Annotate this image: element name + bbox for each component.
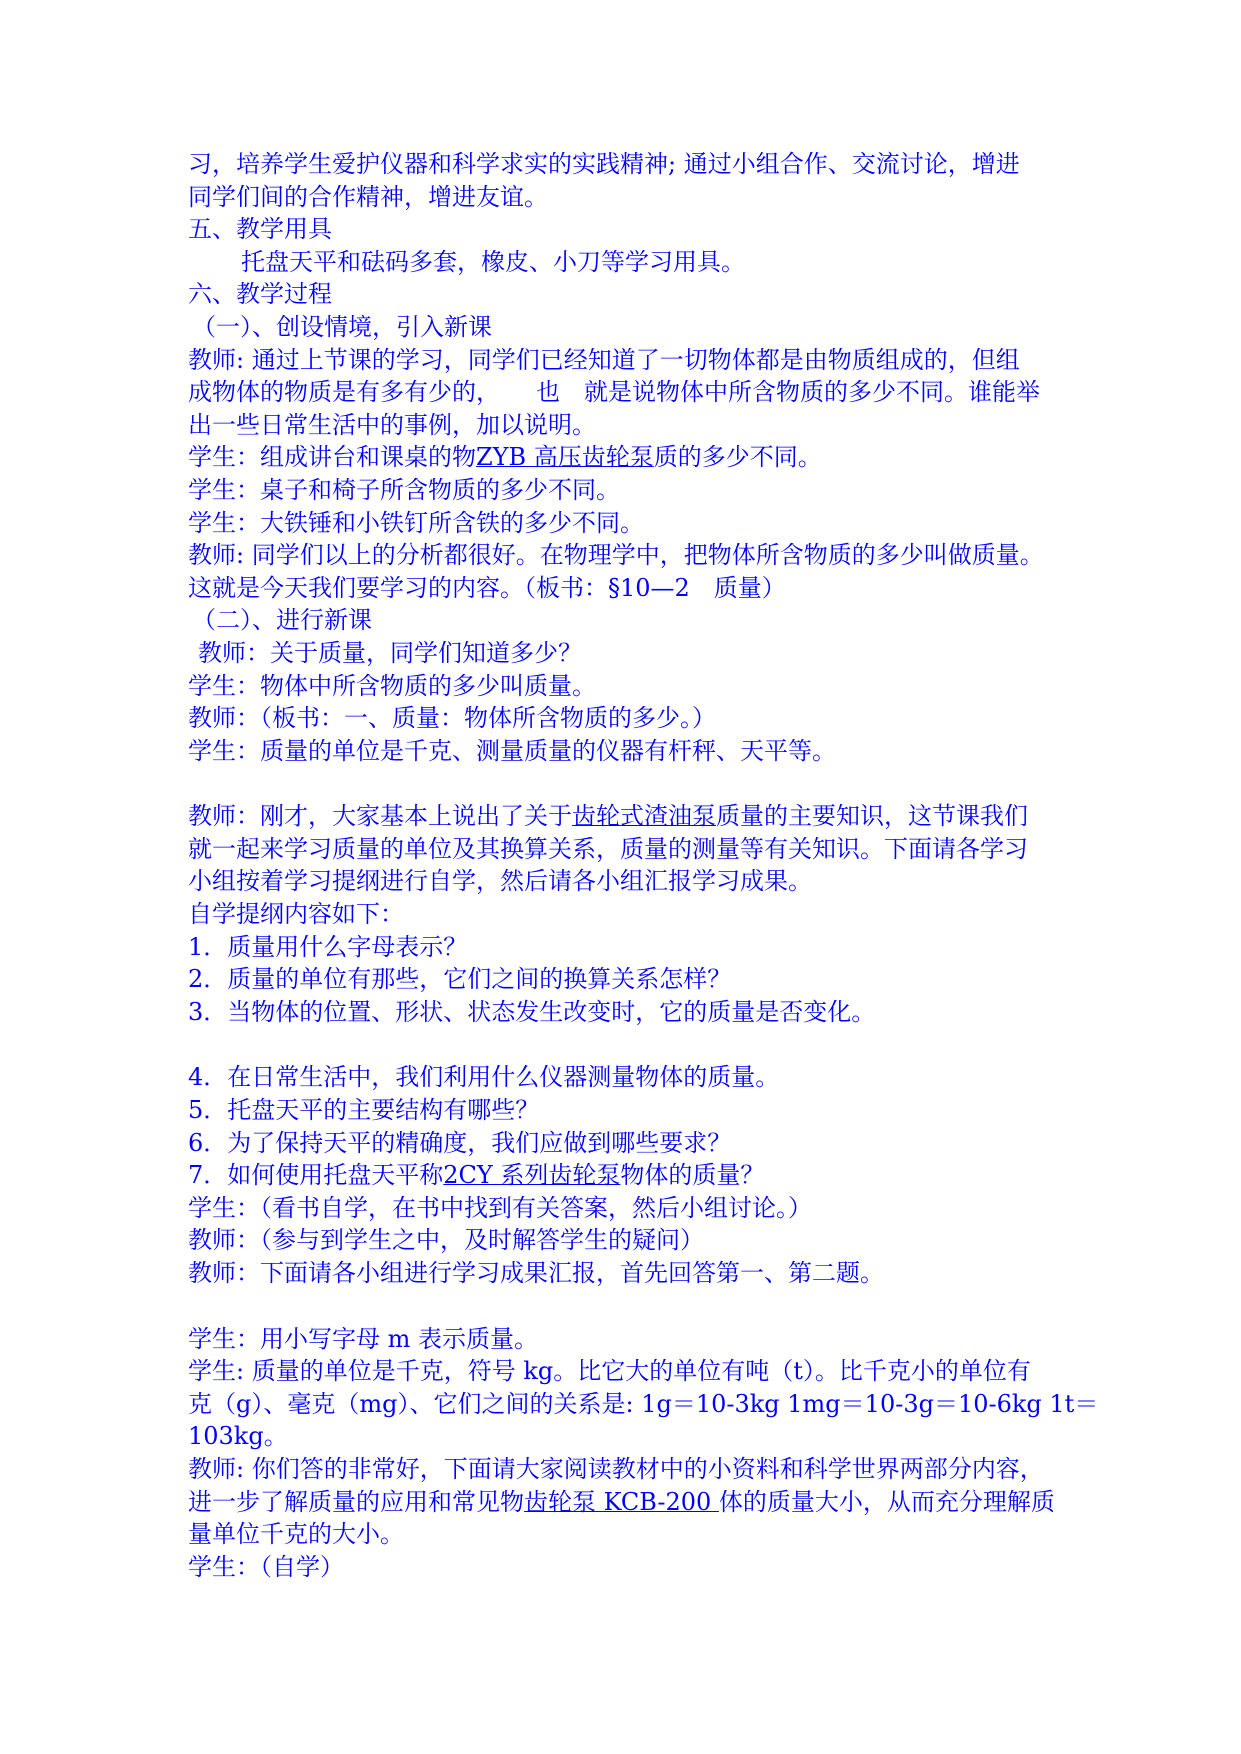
blank-line bbox=[188, 1290, 1068, 1323]
subsection-heading: （二）、进行新课 bbox=[192, 606, 372, 635]
section-heading: 六、教学过程 bbox=[188, 280, 332, 309]
text-line: 教师: 通过上节课的学习，同学们已经知道了一切物体都是由物质组成的，但组 bbox=[188, 345, 1020, 374]
text-line: 教师：刚才，大家基本上说出了关于齿轮式渣油泵质量的主要知识，这节课我们 bbox=[188, 802, 1028, 831]
text-line: 学生：质量的单位是千克、测量质量的仪器有杆秤、天平等。 bbox=[188, 736, 836, 765]
text-line: 学生：物体中所含物质的多少叫质量。 bbox=[188, 671, 596, 700]
document-body bbox=[188, 148, 1099, 1583]
list-item: 1．质量用什么字母表示？ bbox=[188, 932, 468, 961]
list-item: 5．托盘天平的主要结构有哪些？ bbox=[188, 1096, 540, 1125]
text-line: 教师：关于质量，同学们知道多少？ bbox=[198, 638, 582, 667]
text-line: 教师：（板书：一、质量：物体所含物质的多少。） bbox=[188, 704, 716, 733]
blank-line bbox=[188, 1028, 1068, 1061]
text-line: 同学们间的合作精神，增进友谊。 bbox=[188, 182, 548, 211]
text-line: 教师: 同学们以上的分析都很好。在物理学中，把物体所含物质的多少叫做质量。 bbox=[188, 541, 1044, 570]
list-item: 4．在日常生活中，我们利用什么仪器测量物体的质量。 bbox=[188, 1063, 780, 1092]
text-line: 就一起来学习质量的单位及其换算关系，质量的测量等有关知识。下面请各学习 bbox=[188, 834, 1028, 863]
list-item: 7．如何使用托盘天平称2CY 系列齿轮泵物体的质量？ bbox=[188, 1161, 765, 1190]
list-item: 6．为了保持天平的精确度，我们应做到哪些要求？ bbox=[188, 1128, 732, 1157]
text-line: 学生：大铁锤和小铁钉所含铁的多少不同。 bbox=[188, 508, 644, 537]
text-line: 学生：组成讲台和课桌的物ZYB 高压齿轮泵质的多少不同。 bbox=[188, 443, 822, 472]
subsection-heading: （一）、创设情境，引入新课 bbox=[192, 312, 492, 341]
text-line: 教师：下面请各小组进行学习成果汇报，首先回答第一、第二题。 bbox=[188, 1259, 884, 1287]
inline-link[interactable]: ZYB 高压齿轮泵 bbox=[476, 443, 654, 472]
inline-link[interactable]: 齿轮泵 KCB-200 bbox=[524, 1487, 719, 1516]
text-line: 学生: 质量的单位是千克，符号 kg。比它大的单位有吨（t）。比千克小的单位有 bbox=[188, 1357, 1031, 1386]
inline-link[interactable]: 齿轮式渣油泵 bbox=[572, 802, 716, 831]
text-line: 这就是今天我们要学习的内容。（板书：§10—2 质量） bbox=[188, 573, 786, 602]
text-line: 出一些日常生活中的事例，加以说明。 bbox=[188, 410, 596, 439]
text-line: 量单位千克的大小。 bbox=[188, 1520, 404, 1549]
blank-line bbox=[188, 767, 1068, 800]
text-line: 学生：（自学） bbox=[188, 1552, 344, 1581]
text-line: 成物体的物质是有多有少的， 也 就是说物体中所含物质的多少不同。谁能举 bbox=[188, 378, 1040, 407]
text-line: 托盘天平和砝码多套，橡皮、小刀等学习用具。 bbox=[241, 247, 745, 276]
text-line: 克（g）、毫克（mg）、它们之间的关系是: 1g＝10-3kg 1mg＝10-3g＝10-6kg 1t＝ bbox=[188, 1389, 1099, 1418]
text-line: 习，培养学生爱护仪器和科学求实的实践精神; 通过小组合作、交流讨论，增进 bbox=[188, 150, 1020, 178]
inline-link[interactable]: 2CY 系列齿轮泵 bbox=[443, 1161, 621, 1190]
list-item: 3．当物体的位置、形状、状态发生改变时，它的质量是否变化。 bbox=[188, 997, 876, 1026]
section-heading: 五、教学用具 bbox=[188, 215, 332, 244]
list-item: 2．质量的单位有那些，它们之间的换算关系怎样？ bbox=[188, 965, 732, 994]
text-line: 学生：用小写字母 m 表示质量。 bbox=[188, 1324, 539, 1353]
text-line: 进一步了解质量的应用和常见物齿轮泵 KCB-200 体的质量大小，从而充分理解质 bbox=[188, 1487, 1055, 1516]
text-line: 学生：（看书自学，在书中找到有关答案，然后小组讨论。） bbox=[188, 1193, 812, 1222]
text-line: 103kg。 bbox=[188, 1422, 288, 1451]
text-line: 学生：桌子和椅子所含物质的多少不同。 bbox=[188, 475, 620, 504]
text-line: 小组按着学习提纲进行自学，然后请各小组汇报学习成果。 bbox=[188, 867, 812, 896]
text-line: 教师: 你们答的非常好，下面请大家阅读教材中的小资料和科学世界两部分内容， bbox=[188, 1454, 1044, 1483]
text-line: 自学提纲内容如下： bbox=[188, 900, 404, 929]
text-line: 教师：（参与到学生之中，及时解答学生的疑问） bbox=[188, 1226, 704, 1255]
